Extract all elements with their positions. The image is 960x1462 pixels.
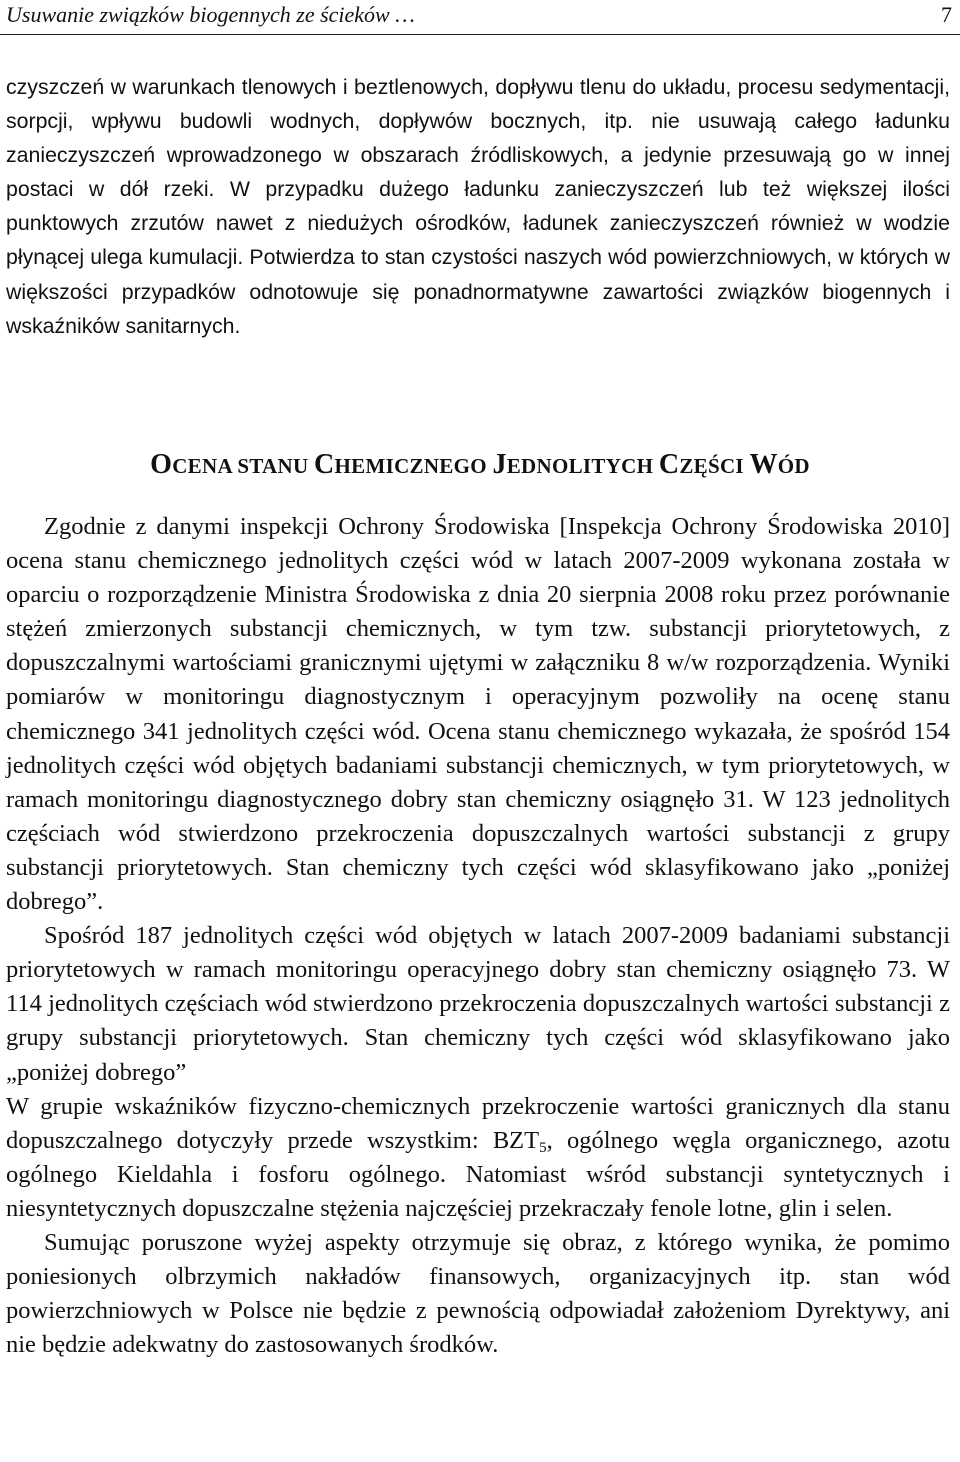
subscript-5: 5: [539, 1139, 547, 1156]
heading-word-4: CZĘŚCI: [658, 449, 750, 480]
page-number: 7: [941, 2, 952, 27]
heading-word-5: WÓD: [749, 449, 810, 480]
paragraph-physicochemical: W grupie wskaźników fizyczno-chemicznych przekroczenie wartości granicznych dla stanu dopuszczalnego dotyczyły przede wszystkim: $BZT_5$, ogólnego węgla organicznego, azotu ogólnego Kieldahla i fosforu ogólnego. Natomiast wśród substancji syntetycznych i niesyntetycznych dopuszczalne stężenia najczęściej przekraczały fenole lotne, glin i selen.: [6, 1092, 950, 1222]
paragraph-summary: Sumując poruszone wyżej aspekty otrzymuje się obraz, z którego wynika, że pomimo poniesionych olbrzymich nakładów finansowych, organizacyjnych itp. stan wód powierzchniowych w Polsce nie będzie z pewnością odpowiadał założeniom Dyrektywy, ani nie będzie adekwatny do zastosowanych środków.: [6, 1228, 950, 1359]
heading-word-3: JEDNOLITYCH: [492, 449, 659, 480]
heading-word-1: OCENA STANU: [150, 449, 314, 480]
paragraph-chemical-assessment: Zgodnie z danymi inspekcji Ochrony Środowiska [Inspekcja Ochrony Środowiska 2010] ocena stanu chemicznego jednolitych części wód w latach 2007-2009 wykonana została w oparciu o rozporządzenie Ministra Środowiska z dnia 20 sierpnia 2008 roku przez porównanie stężeń zmierzonych substancji chemicznych, w tym tzw. substancji priorytetowych, z dopuszczalnymi wartościami granicznymi ujętymi w załączniku 8 w/w rozporządzenia. Wyniki pomiarów w monitoringu diagnostycznym i operacyjnym pozwoliły na ocenę stanu chemicznego 341 jednolitych części wód. Ocena stanu chemicznego wykazała, że spośród 154 jednolitych części wód objętych badaniami substancji chemicznych, w tym priorytetowych, w ramach monitoringu diagnostycznego dobry stan chemiczny osiągnęło 31. W 123 jednolitych częściach wód stwierdzono przekroczenia dopuszczalnych wartości substancji z grupy substancji priorytetowych. Stan chemiczny tych części wód sklasyfikowano jako „poniżej dobrego”.: [6, 513, 950, 916]
heading-word-2: CHEMICZNEGO: [314, 449, 493, 480]
section-body: [6, 510, 950, 1362]
running-header: [0, 0, 960, 35]
section-heading: [0, 448, 960, 483]
paragraph-continuation: czyszczeń w warunkach tlenowych i beztlenowych, dopływu tlenu do układu, procesu sedymentacji, sorpcji, wpływu budowli wodnych, dopływów bocznych, itp. nie usuwają całego ładunku zanieczyszczeń wprowadzonego w obszarach źródliskowych, a jedynie przesuwają go w innej postaci w dół rzeki. W przypadku dużego ładunku zanieczyszczeń lub też większej ilości punktowych zrzutów nawet z niedużych ośrodków, ładunek zanieczyszczeń również w wodzie płynącej ulega kumulacji. Potwierdza to stan czystości naszych wód powierzchniowych, w których w większości przypadków odnotowuje się ponadnormatywne zawartości związków biogennych i wskaźników sanitarnych.: [6, 75, 950, 338]
intro-text: [6, 70, 950, 343]
paragraph-operational-monitoring: Spośród 187 jednolitych części wód objętych w latach 2007-2009 badaniami substancji priorytetowych w ramach monitoringu operacyjnego dobry stan chemiczny osiągnęło 73. W 114 jednolitych częściach wód stwierdzono przekroczenia dopuszczalnych wartości substancji z grupy substancji priorytetowych. Stan chemiczny tych części wód sklasyfikowano jako „poniżej dobrego”: [6, 922, 950, 1086]
running-title: Usuwanie związków biogennych ze ścieków …: [6, 2, 415, 27]
